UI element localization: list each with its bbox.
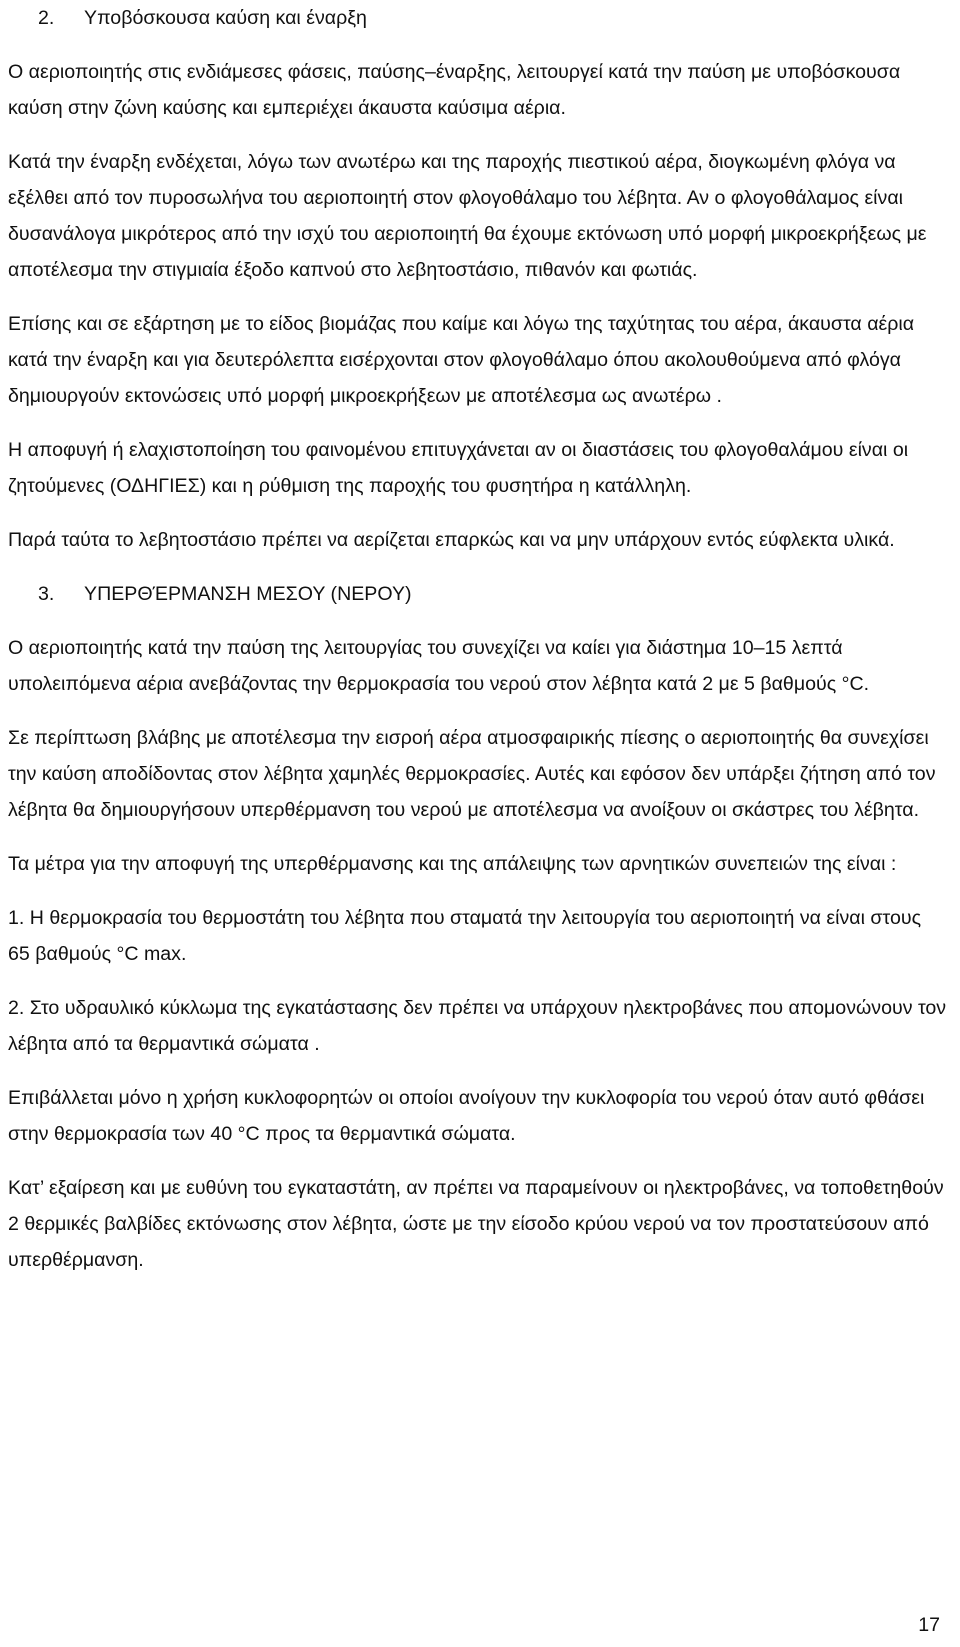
section-3-title: ΥΠΕΡΘΈΡΜΑΝΣΗ ΜΕΣΟΥ (ΝΕΡΟΥ) <box>84 583 412 605</box>
paragraph: Κατά την έναρξη ενδέχεται, λόγω των ανωτέρω και της παροχής πιεστικού αέρα, διογκωμένη φλόγα να εξέλθει από τον πυροσωλήνα του αεριοποιητή στον φλογοθάλαμο του λέβητα. Αν ο φλογοθάλαμος είναι δυσανάλογα μικρότερος από την ισχύ του αεριοποιητή θα έχουμε εκτόνωση υπό μορφή μικροεκρήξεως με αποτέλεσμα την στιγμιαία έξοδο καπνού στο λεβητοστάσιο, πιθανόν και φωτιάς. <box>8 151 927 281</box>
list-item: 2. Στο υδραυλικό κύκλωμα της εγκατάστασης δεν πρέπει να υπάρχουν ηλεκτροβάνες που απομονώνουν τον λέβητα από τα θερμαντικά σώματα . <box>8 997 947 1055</box>
paragraph: Η αποφυγή ή ελαχιστοποίηση του φαινομένου επιτυγχάνεται αν οι διαστάσεις του φλογοθαλάμου είναι οι ζητούμενες (ΟΔΗΓΙΕΣ) και η ρύθμιση της παροχής του φυσητήρα η κατάλληλη. <box>8 439 909 497</box>
paragraph: Σε περίπτωση βλάβης με αποτέλεσμα την εισροή αέρα ατμοσφαιρικής πίεσης ο αεριοποιητής θα συνεχίσει την καύση αποδίδοντας στον λέβητα χαμηλές θερμοκρασίες. Αυτές και εφόσον δεν υπάρξει ζήτηση από τον λέβητα θα δημιουργήσουν υπερθέρμανση του νερού με αποτέλεσμα να ανοίξουν οι σκάστρες του λέβητα. <box>8 727 936 821</box>
section-2-heading <box>8 0 948 36</box>
paragraph: Ο αεριοποιητής στις ενδιάμεσες φάσεις, παύσης–έναρξης, λειτουργεί κατά την παύση με υποβόσκουσα καύση στην ζώνη καύσης και εμπεριέχει άκαυστα καύσιμα αέρια. <box>8 61 901 119</box>
paragraph: Τα μέτρα για την αποφυγή της υπερθέρμανσης και της απάλειψης των αρνητικών συνεπειών της είναι : <box>8 853 897 875</box>
section-3-number: 3. <box>38 583 55 605</box>
section-3-heading <box>8 576 948 612</box>
paragraph: Επίσης και σε εξάρτηση με το είδος βιομάζας που καίμε και λόγω της ταχύτητας του αέρα, άκαυστα αέρια κατά την έναρξη και για δευτερόλεπτα εισέρχονται στον φλογοθάλαμο όπου ακολουθούμενα από φλόγα δημιουργούν εκτονώσεις υπό μορφή μικροεκρήξεων με αποτέλεσμα ως ανωτέρω . <box>8 313 915 407</box>
paragraph: Κατ’ εξαίρεση και με ευθύνη του εγκαταστάτη, αν πρέπει να παραμείνουν οι ηλεκτροβάνες, να τοποθετηθούν 2 θερμικές βαλβίδες εκτόνωσης στον λέβητα, ώστε με την είσοδο κρύου νερού να τον προστατεύσουν από υπερθέρμανση. <box>8 1177 944 1271</box>
page-content <box>8 0 948 1296</box>
page-number: 17 <box>918 1614 940 1636</box>
paragraph: Επιβάλλεται μόνο η χρήση κυκλοφορητών οι οποίοι ανοίγουν την κυκλοφορία του νερού όταν αυτό φθάσει στην θερμοκρασία των 40 °C προς τα θερμαντικά σώματα. <box>8 1087 925 1145</box>
paragraph: Παρά ταύτα το λεβητοστάσιο πρέπει να αερίζεται επαρκώς και να μην υπάρχουν εντός εύφλεκτα υλικά. <box>8 529 895 551</box>
list-item: 1. Η θερμοκρασία του θερμοστάτη του λέβητα που σταματά την λειτουργία του αεριοποιητή να είναι στους 65 βαθμούς °C max. <box>8 907 922 965</box>
section-2-number: 2. <box>38 7 55 29</box>
paragraph: Ο αεριοποιητής κατά την παύση της λειτουργίας του συνεχίζει να καίει για διάστημα 10–15 λεπτά υπολειπόμενα αέρια ανεβάζοντας την θερμοκρασία του νερού στον λέβητα κατά 2 με 5 βαθμούς °C. <box>8 637 870 695</box>
section-2-title: Υποβόσκουσα καύση και έναρξη <box>84 7 367 29</box>
